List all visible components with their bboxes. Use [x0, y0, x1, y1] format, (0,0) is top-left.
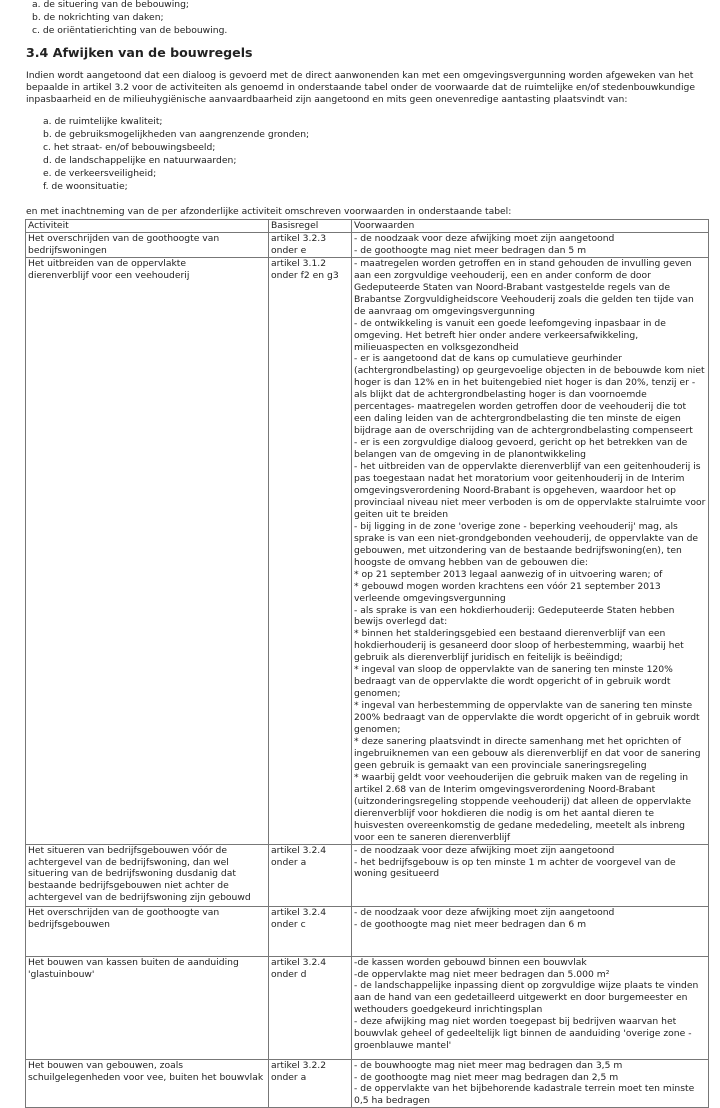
- table-row: [26, 956, 709, 1059]
- table-row: [26, 232, 709, 257]
- condition: - de noodzaak voor deze afwijking moet zijn aangetoond: [354, 906, 615, 918]
- condition: - de bouwhoogte mag niet meer mag bedragen dan 3,5 m: [354, 1059, 623, 1071]
- condition: - de landschappelijke inpassing dient op zorgvuldige wijze plaats te vinden aan de hand van een gedetailleerd uitgewerkt en door burgemeester en wethouders goedgekeurd inrichtingsplan: [354, 980, 699, 1016]
- list-item: a. de situering van de bebouwing;: [32, 0, 189, 10]
- condition: - de goothoogte mag niet meer bedragen dan 6 m: [354, 918, 587, 930]
- table-row: [26, 844, 709, 906]
- condition: - de oppervlakte van het bijbehorende kadastrale terrein moet ten minste 0,5 ha bedragen: [354, 1083, 695, 1107]
- header-voorwaarden: Voorwaarden: [352, 220, 709, 233]
- voorwaarden-cell: [352, 232, 709, 257]
- condition: - er is een zorgvuldige dialoog gevoerd, gericht op het betrekken van de belangen van de omgeving in de planontwikkeling: [354, 437, 688, 461]
- condition: * waarbij geldt voor veehouderijen die gebruik maken van de regeling in artikel 2.68 van de Interim omgevingsverordening Noord-Brabant (uitzonderingsregeling stoppende veehouderij) dat alleen de oppervlakte dierenverblijf voor hokdieren die nodig is om het aantal dieren te huisvesten overeenkomstig de gedane mededeling, meetelt als inbreng voor een te saneren dierenverblijf: [354, 771, 691, 843]
- condition: - deze afwijking mag niet worden toegepast bij bedrijven waarvan het bouwvlak geheel of gedeeltelijk ligt binnen de aanduiding 'overige zone - groenblauwe mantel': [354, 1016, 692, 1052]
- condition: - als sprake is van een hokdierhouderij: Gedeputeerde Staten hebben bewijs overlegd dat:: [354, 604, 675, 628]
- voorwaarden-cell: [352, 956, 709, 1059]
- condition: * ingeval van sloop de oppervlakte van de sanering ten minste 120% bedraagt van de oppervlakte die wordt opgericht of in gebruik wordt genomen;: [354, 664, 673, 700]
- list-item: d. de landschappelijke en natuurwaarden;: [43, 155, 237, 166]
- condition: - de goothoogte mag niet meer mag bedragen dan 2,5 m: [354, 1071, 619, 1083]
- table-header-row: [26, 220, 709, 233]
- activities-table: [25, 219, 709, 1108]
- preceding-list: [32, 0, 712, 38]
- condition: - het bedrijfsgebouw is op ten minste 1 m achter de voorgevel van de woning gesitueerd: [354, 856, 676, 880]
- voorwaarden-cell: [352, 844, 709, 906]
- basisregel-cell: artikel 3.1.2 onder f2 en g3: [269, 257, 352, 844]
- condition: * op 21 september 2013 legaal aanwezig of in uitvoering waren; of: [354, 568, 663, 580]
- basisregel-cell: artikel 3.2.2 onder a: [269, 1059, 352, 1108]
- condition: * binnen het stalderingsgebied een bestaand dierenverblijf van een hokdierhouderij is gesaneerd door sloop of herbestemming, waarbij het gebruik als dierenverblijf juridisch en feitelijk is beëindigd;: [354, 628, 684, 664]
- section-title: 3.4 Afwijken van de bouwregels: [26, 45, 253, 60]
- table-row: [26, 906, 709, 956]
- basisregel-cell: artikel 3.2.4 onder c: [269, 906, 352, 956]
- condition: - bij ligging in de zone 'overige zone - beperking veehouderij' mag, als sprake is van een niet-grondgebonden veehouderij, de oppervlakte van de gebouwen, met uitzondering van de bestaande bedrijfswoning(en), ten hoogste de omvang hebben van de gebouwen die:: [354, 520, 699, 568]
- condition: * deze sanering plaatsvindt in directe samenhang met het oprichten of ingebruiknemen van een gebouw als dierenverblijf en dat voor de sanering geen gebruik is gemaakt van een provinciale saneringsregeling: [354, 735, 701, 771]
- voorwaarden-cell: [352, 1059, 709, 1108]
- condition: -de oppervlakte mag niet meer bedragen dan 5.000 m²: [354, 968, 610, 980]
- basisregel-cell: artikel 3.2.3 onder e: [269, 232, 352, 257]
- condition: -de kassen worden gebouwd binnen een bouwvlak: [354, 956, 587, 968]
- intro-paragraph: Indien wordt aangetoond dat een dialoog is gevoerd met de direct aanwonenden kan met een omgevingsvergunning worden afgeweken van het bepaalde in artikel 3.2 voor de activiteiten als genoemd in onderstaande tabel onder de voorwaarde dat de ruimtelijke en/of stedenbouwkundige inpasbaarheid en de milieuhygiënische aanvaardbaarheid zijn aangetoond en mits geen onevenredige aantasting plaatsvindt van:: [26, 70, 695, 105]
- condition: - maatregelen worden getroffen en in stand gehouden de invulling geven aan een zorgvuldige veehouderij, een en ander conform de door Gedeputeerde Staten van Noord-Brabant vastgestelde regels van de Brabantse Zorgvuldigheidscore Veehouderij zoals die gelden ten tijde van de aanvraag om omgevingsvergunning: [354, 257, 694, 317]
- criteria-list: [43, 116, 683, 194]
- condition: - de noodzaak voor deze afwijking moet zijn aangetoond: [354, 232, 615, 244]
- activiteit-cell: Het situeren van bedrijfsgebouwen vóór de achtergevel van de bedrijfswoning, dan wel situering van de bedrijfswoning dusdanig dat bestaande bedrijfsgebouwen niet achter de achtergevel van de bedrijfswoning zijn gebouwd: [26, 844, 269, 906]
- list-item: b. de nokrichting van daken;: [32, 12, 164, 23]
- condition: - de ontwikkeling is vanuit een goede leefomgeving inpasbaar in de omgeving. Het betreft hier onder andere verkeersafwikkeling, milieuaspecten en volksgezondheid: [354, 317, 666, 353]
- basisregel-cell: artikel 3.2.4 onder a: [269, 844, 352, 906]
- condition: * gebouwd mogen worden krachtens een vóór 21 september 2013 verleende omgevingsvergunning: [354, 580, 661, 604]
- list-item: a. de ruimtelijke kwaliteit;: [43, 116, 163, 127]
- voorwaarden-cell: [352, 257, 709, 844]
- table-row: [26, 1059, 709, 1108]
- condition: * ingeval van herbestemming de oppervlakte van de sanering ten minste 200% bedraagt van de oppervlakte die wordt opgericht of in gebruik wordt genomen;: [354, 700, 700, 736]
- header-activiteit: Activiteit: [26, 220, 269, 233]
- activiteit-text: Het uitbreiden van de oppervlakte dierenverblijf voor een veehouderij: [28, 257, 190, 281]
- list-item: c. het straat- en/of bebouwingsbeeld;: [43, 142, 216, 153]
- activiteit-cell: Het bouwen van gebouwen, zoals schuilgelegenheden voor vee, buiten het bouwvlak: [26, 1059, 269, 1108]
- activiteit-cell: [26, 257, 269, 844]
- condition: - er is aangetoond dat de kans op cumulatieve geurhinder (achtergrondbelasting) op geurgevoelige objecten in de bebouwde kom niet hoger is dan 12% en in het buitengebied niet hoger is dan 20%, tenzij er -als blijkt dat de achtergrondbelasting hoger is dan voornoemde percentages- maatregelen worden getroffen door de veehouderij die tot een daling leiden van de achtergrondbelasting die ten minste de eigen bijdrage aan de overschrijding van de achtergrondbelasting compenseert: [354, 353, 705, 437]
- basisregel-cell: artikel 3.2.4 onder d: [269, 956, 352, 1059]
- list-item: f. de woonsituatie;: [43, 181, 128, 192]
- header-basisregel: Basisregel: [269, 220, 352, 233]
- condition: - de goothoogte mag niet meer bedragen dan 5 m: [354, 244, 587, 256]
- list-item: e. de verkeersveiligheid;: [43, 168, 157, 179]
- activiteit-cell: Het overschrijden van de goothoogte van bedrijfswoningen: [26, 232, 269, 257]
- activiteit-cell: Het overschrijden van de goothoogte van bedrijfsgebouwen: [26, 906, 269, 956]
- list-item: c. de oriëntatierichting van de bebouwing.: [32, 25, 228, 36]
- voorwaarden-cell: [352, 906, 709, 956]
- list-item: b. de gebruiksmogelijkheden van aangrenzende gronden;: [43, 129, 310, 140]
- activiteit-cell: Het bouwen van kassen buiten de aanduiding 'glastuinbouw': [26, 956, 269, 1059]
- table-row: [26, 257, 709, 844]
- table-intro: en met inachtneming van de per afzonderlijke activiteit omschreven voorwaarden in onderstaande tabel:: [26, 206, 512, 217]
- condition: - het uitbreiden van de oppervlakte dierenverblijf van een geitenhouderij is pas toegestaan nadat het moratorium voor geitenhouderij in de Interim omgevingsverordening Noord-Brabant is opgeheven, waardoor het op provinciaal niveau niet meer verboden is om de oppervlakte stalruimte voor geiten uit te breiden: [354, 461, 706, 520]
- condition: - de noodzaak voor deze afwijking moet zijn aangetoond: [354, 844, 615, 856]
